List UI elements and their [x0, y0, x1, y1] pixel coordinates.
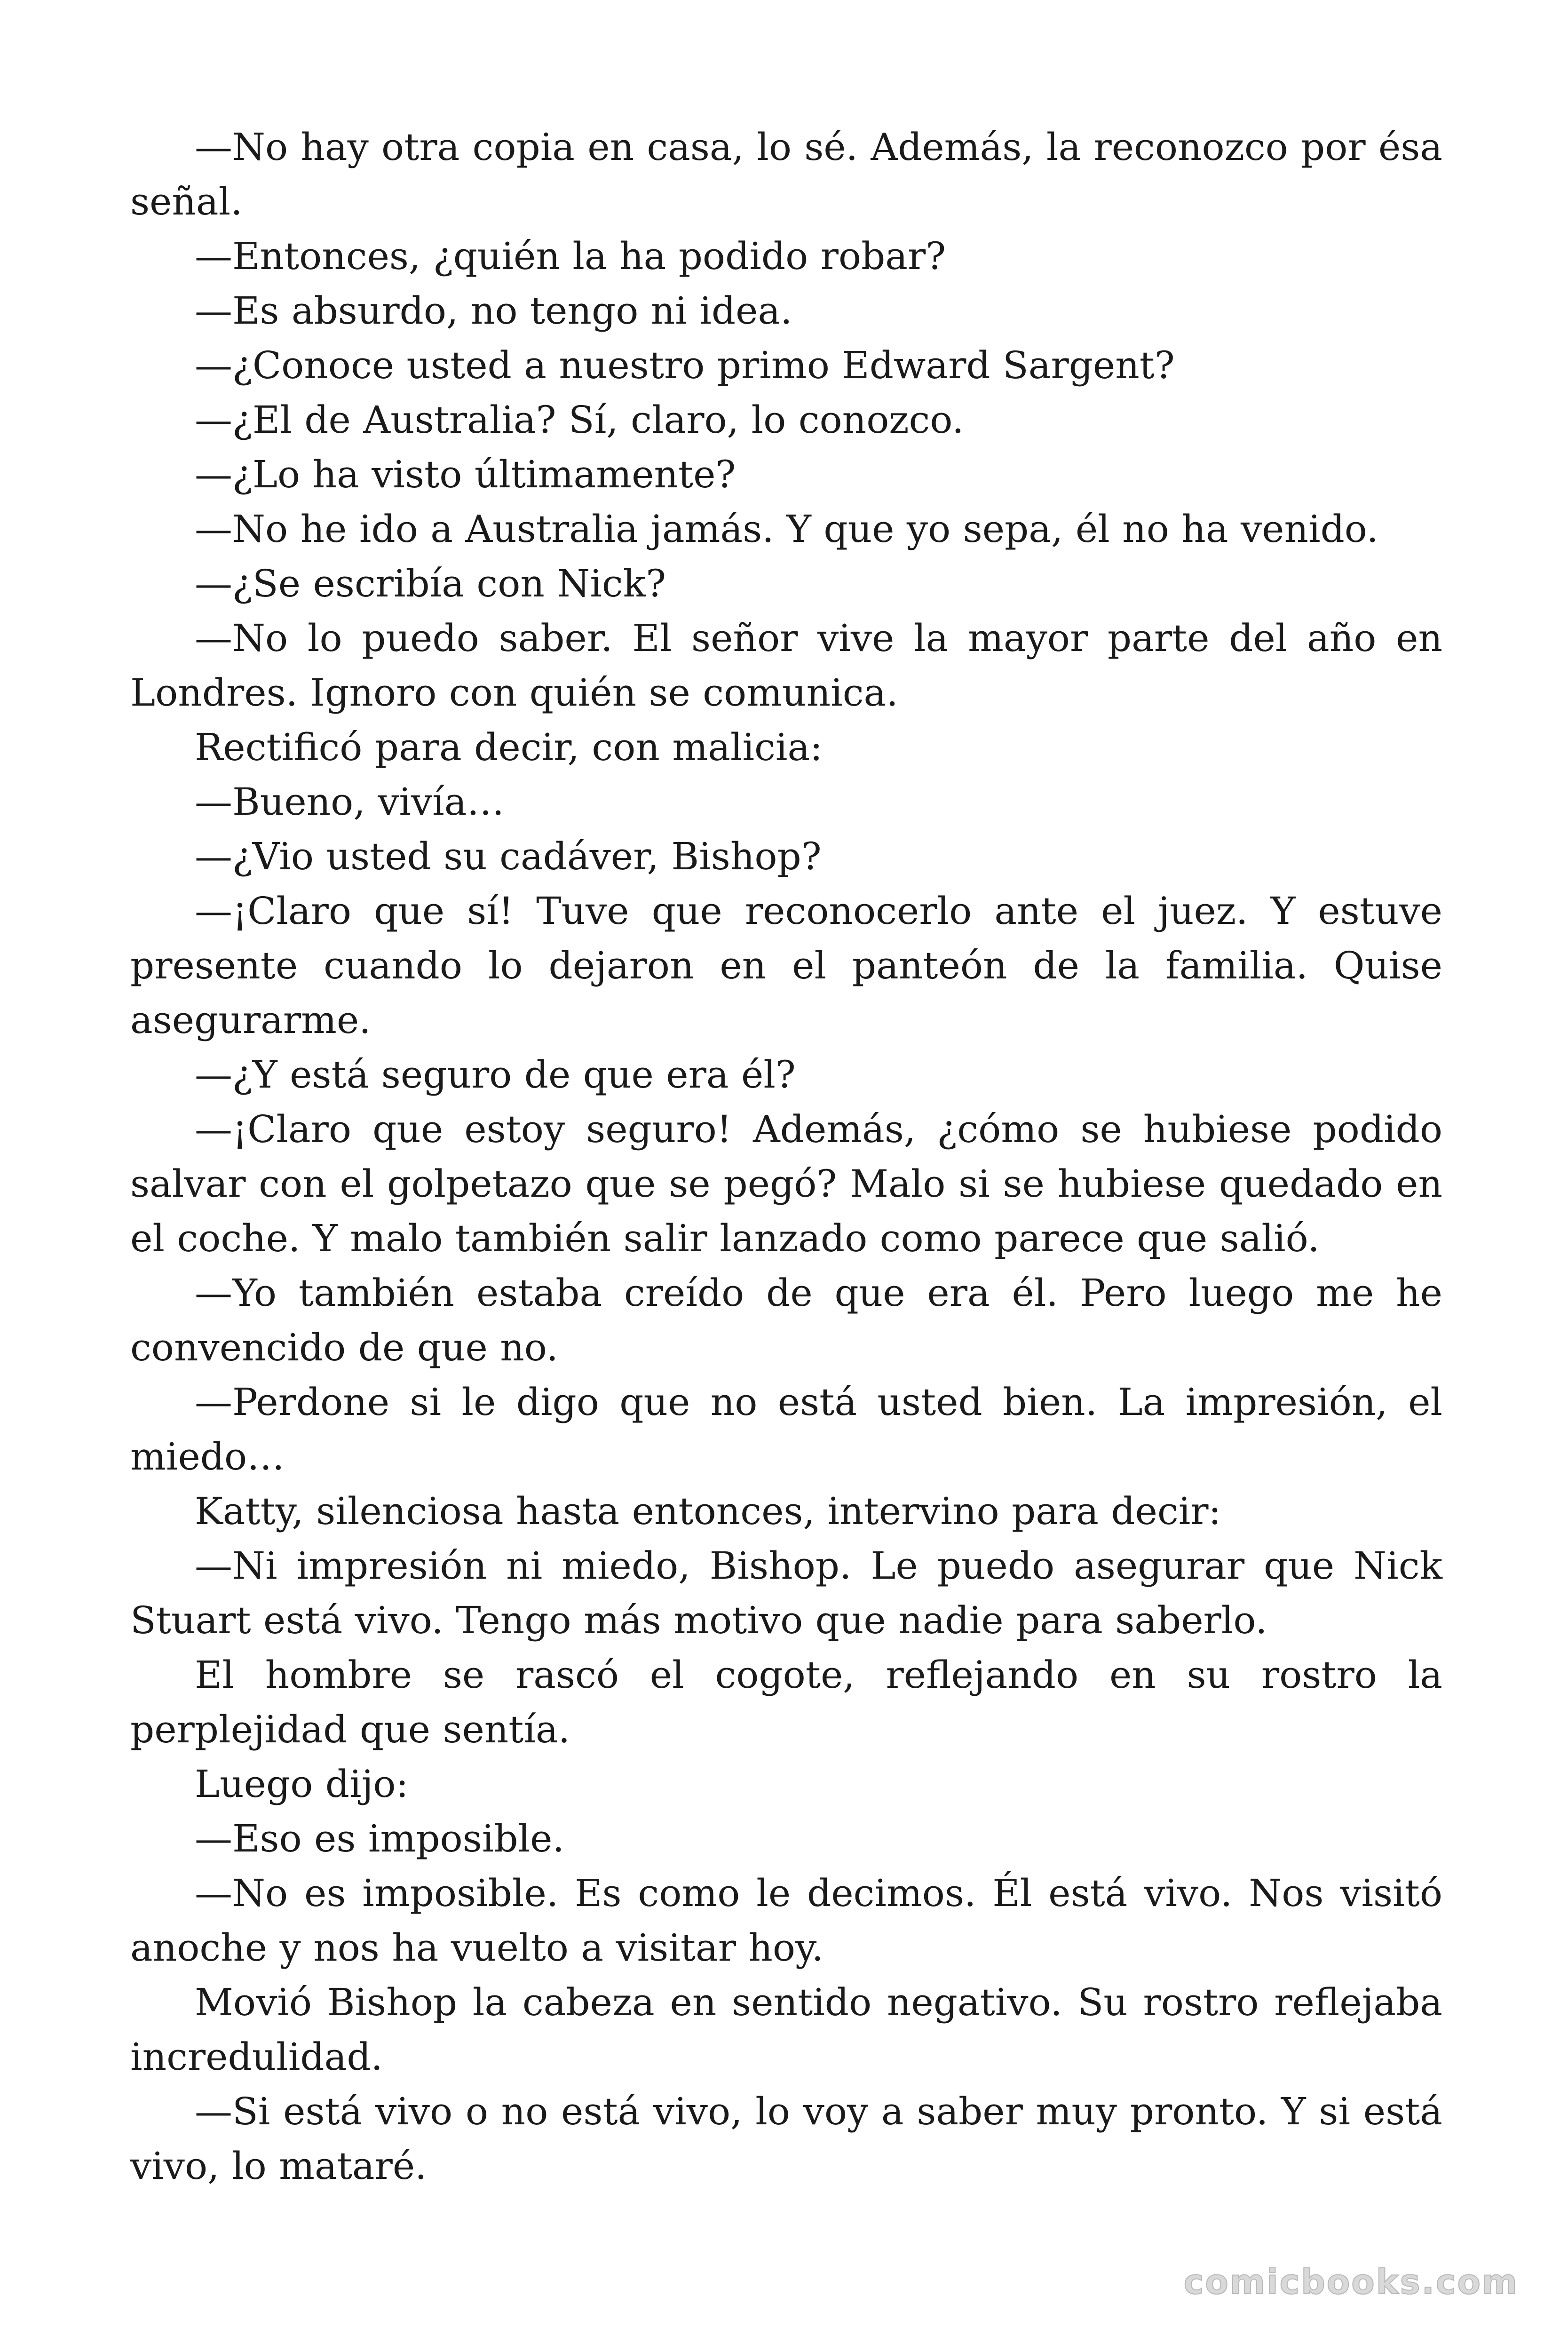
paragraph: El hombre se rascó el cogote, reflejando en su rostro la perplejidad que sentía.: [130, 1653, 1442, 1751]
paragraph: —No es imposible. Es como le decimos. Él está vivo. Nos visitó anoche y nos ha vuelto a visitar hoy.: [130, 1871, 1442, 1970]
paragraph: —Yo también estaba creído de que era él. Pero luego me he convencido de que no.: [130, 1271, 1442, 1369]
paragraph: —¿Vio usted su cadáver, Bishop?: [195, 834, 822, 878]
paragraph: —¿Conoce usted a nuestro primo Edward Sargent?: [195, 343, 1175, 387]
paragraph: —No lo puedo saber. El señor vive la mayor parte del año en Londres. Ignoro con quién se comunica.: [130, 616, 1442, 715]
paragraph: Rectificó para decir, con malicia:: [195, 725, 823, 769]
paragraph: —¡Claro que estoy seguro! Además, ¿cómo se hubiese podido salvar con el golpetazo que se pegó? Malo si se hubiese quedado en el coche. Y malo también salir lanzado como parece que salió.: [130, 1107, 1442, 1260]
paragraph: —¿Y está seguro de que era él?: [195, 1053, 796, 1097]
paragraph: Luego dijo:: [195, 1762, 409, 1806]
paragraph: —No hay otra copia en casa, lo sé. Además, la reconozco por ésa señal.: [130, 125, 1442, 223]
paragraph: —Bueno, vivía…: [195, 780, 505, 824]
paragraph: Katty, silenciosa hasta entonces, intervino para decir:: [195, 1489, 1221, 1533]
paragraph: Movió Bishop la cabeza en sentido negativo. Su rostro reflejaba incredulidad.: [130, 1980, 1442, 2079]
paragraph: —Si está vivo o no está vivo, lo voy a saber muy pronto. Y si está vivo, lo mataré.: [130, 2090, 1442, 2188]
paragraph: —¡Claro que sí! Tuve que reconocerlo ante el juez. Y estuve presente cuando lo dejaron en el panteón de la familia. Quise asegurarme.: [130, 889, 1442, 1042]
paragraph: —¿Se escribía con Nick?: [195, 562, 666, 605]
paragraph: —Ni impresión ni miedo, Bishop. Le puedo asegurar que Nick Stuart está vivo. Tengo más motivo que nadie para saberlo.: [130, 1544, 1442, 1642]
book-page-text: [130, 120, 1442, 2193]
paragraph: —¿El de Australia? Sí, claro, lo conozco.: [195, 398, 964, 442]
paragraph: —Entonces, ¿quién la ha podido robar?: [195, 234, 946, 278]
paragraph: —¿Lo ha visto últimamente?: [195, 453, 736, 496]
paragraph: —Perdone si le digo que no está usted bien. La impresión, el miedo…: [130, 1380, 1442, 1478]
paragraph: —Eso es imposible.: [195, 1817, 564, 1860]
watermark-logo: comicbooks.com: [1183, 2262, 1519, 2302]
paragraph: —Es absurdo, no tengo ni idea.: [195, 289, 792, 333]
paragraph: —No he ido a Australia jamás. Y que yo sepa, él no ha venido.: [195, 507, 1378, 551]
